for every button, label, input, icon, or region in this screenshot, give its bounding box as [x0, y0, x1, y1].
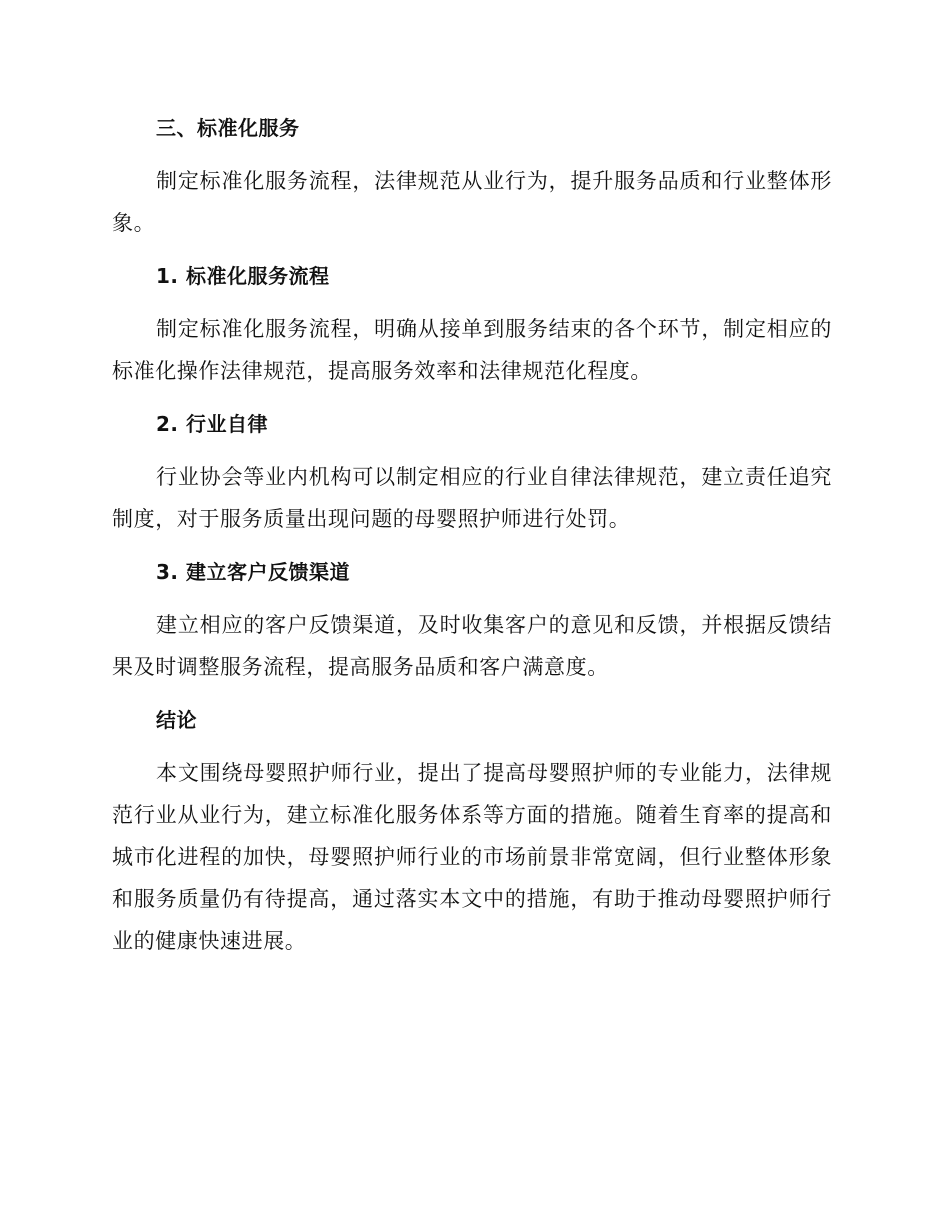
- section-intro: 制定标准化服务流程，法律规范从业行为，提升服务品质和行业整体形象。: [112, 169, 832, 235]
- subsection-heading-3: 3. 建立客户反馈渠道: [156, 560, 350, 584]
- section-heading: 三、标准化服务: [156, 116, 300, 140]
- subsection-body-2: 行业协会等业内机构可以制定相应的行业自律法律规范，建立责任追究制度，对于服务质量出现问题的母婴照护师进行处罚。: [112, 465, 832, 531]
- conclusion-body: 本文围绕母婴照护师行业，提出了提高母婴照护师的专业能力，法律规范行业从业行为，建立标准化服务体系等方面的措施。随着生育率的提高和城市化进程的加快，母婴照护师行业的市场前景非常宽阔，但行业整体形象和服务质量仍有待提高，通过落实本文中的措施，有助于推动母婴照护师行业的健康快速进展。: [112, 761, 832, 953]
- subsection-body-1: 制定标准化服务流程，明确从接单到服务结束的各个环节，制定相应的标准化操作法律规范，提高服务效率和法律规范化程度。: [112, 317, 832, 383]
- subsection-heading-1: 1. 标准化服务流程: [156, 264, 330, 288]
- subsection-body-3: 建立相应的客户反馈渠道，及时收集客户的意见和反馈，并根据反馈结果及时调整服务流程，提高服务品质和客户满意度。: [112, 613, 832, 679]
- subsection-heading-2: 2. 行业自律: [156, 412, 268, 436]
- document-page: [112, 108, 832, 962]
- conclusion-heading: 结论: [156, 708, 197, 732]
